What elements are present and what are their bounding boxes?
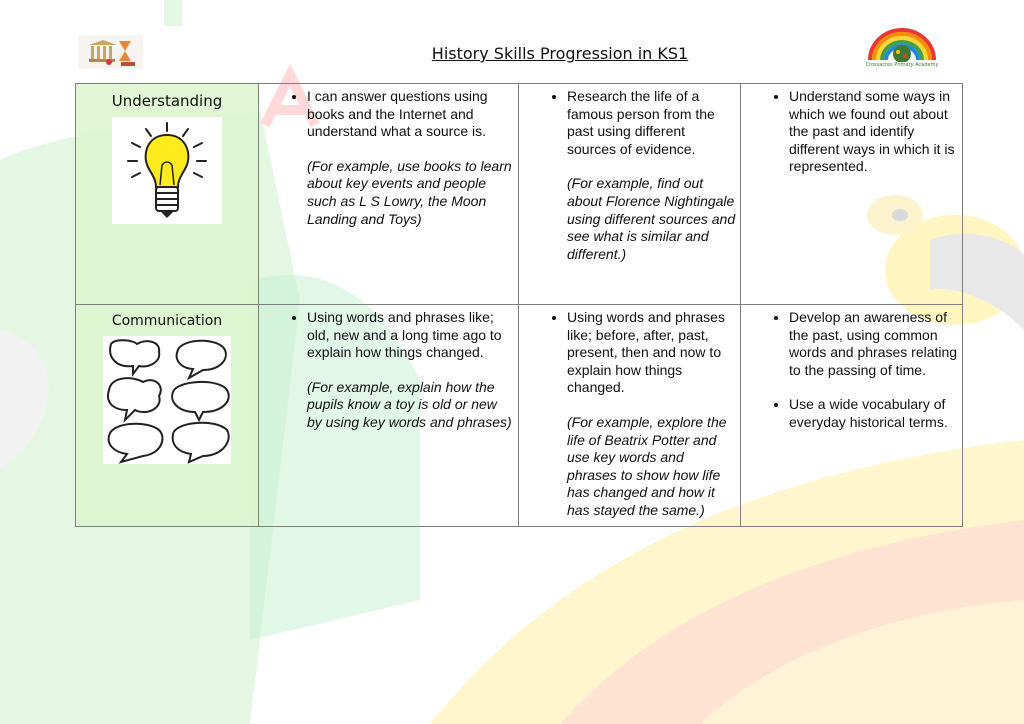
school-logo — [864, 26, 940, 74]
table-cell — [259, 84, 519, 305]
table-cell — [519, 305, 741, 527]
example-text: (For example, explore the life of Beatrix Potter and use key words and phrases to show how life has changed and how it has stayed the same.) — [567, 413, 727, 518]
row-header-cell — [76, 84, 259, 305]
list-item: • Develop an awareness of the past, using common words and phrases relating to the passing of time. — [789, 309, 958, 379]
list-item: • Understand some ways in which we found out about the past and identify different ways in which it is represented. — [789, 88, 958, 176]
table-cell — [741, 84, 963, 305]
row-label: Communication — [111, 313, 223, 329]
skills-table — [75, 83, 963, 527]
example-text: (For example, find out about Florence Nightingale using different sources and see what is similar and different.) — [567, 175, 736, 262]
table-cell — [259, 305, 519, 527]
school-name: Crossacres Primary Academy — [865, 62, 939, 68]
page-title: History Skills Progression in KS1 — [431, 44, 689, 63]
example-text: (For example, explain how the pupils know a toy is old or new by using key words and phrases) — [307, 378, 512, 430]
example-text: (For example, use books to learn about key events and people such as L S Lowry, the Moon Landing and Toys) — [307, 157, 512, 227]
table-row — [76, 305, 963, 527]
list-item: • Using words and phrases like; before, after, past, present, then and now to explain how things changed. — [567, 309, 736, 397]
row-label: Understanding — [111, 92, 223, 110]
speech-bubbles-icon — [103, 336, 231, 464]
row-header-cell — [76, 305, 259, 527]
table-row — [76, 84, 963, 305]
table-cell — [741, 305, 963, 527]
list-item: • Use a wide vocabulary of everyday historical terms. — [789, 396, 958, 431]
history-logo-icon — [79, 35, 143, 69]
list-item: • Research the life of a famous person from the past using different sources of evidence. — [567, 88, 736, 158]
list-item: • I can answer questions using books and the Internet and understand what a source is. — [307, 88, 514, 141]
list-item: • Using words and phrases like; old, new and a long time ago to explain how things changed. — [307, 309, 514, 362]
lightbulb-icon — [112, 117, 222, 224]
rainbow-icon — [864, 26, 940, 62]
table-cell — [519, 84, 741, 305]
